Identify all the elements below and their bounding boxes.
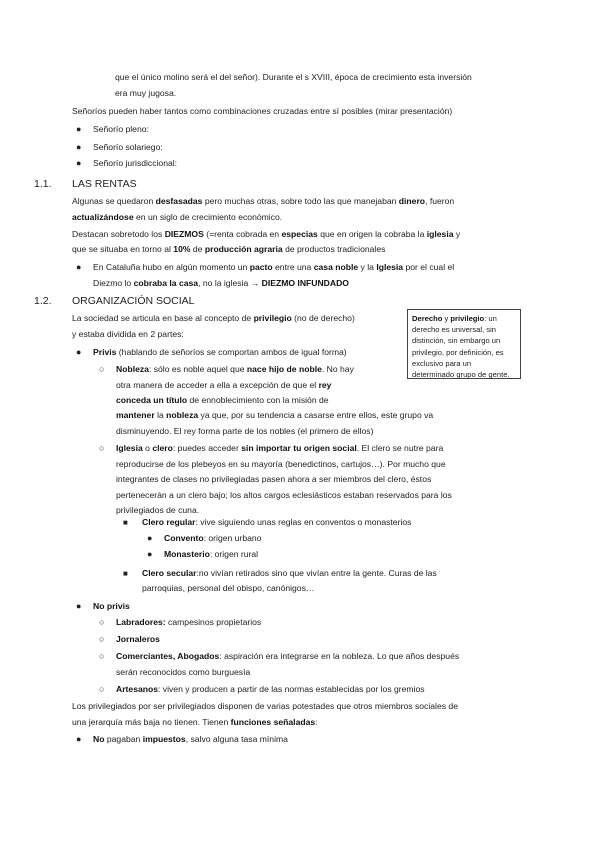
labradores: Labradores: campesinos propietarios bbox=[116, 617, 262, 627]
section-title: LAS RENTAS bbox=[72, 178, 137, 190]
artesanos: Artesanos: viven y producen a partir de las normas establecidas por los gremios bbox=[116, 684, 425, 694]
comerciantes-line2: serán reconocidos como burguesía bbox=[116, 667, 251, 677]
privis-item: Privis (hablando de señoríos se comportan ambos de igual forma) bbox=[93, 347, 347, 357]
bullet-circle-icon: ○ bbox=[99, 443, 105, 453]
list-item: Señorío jurisdiccional: bbox=[93, 158, 178, 168]
callout-line: determinado grupo de gente. bbox=[412, 370, 510, 380]
iglesia-line4: pertenecerán a un clero bajo; los altos cargos eclesiásticos estaban reservados para los bbox=[116, 490, 452, 500]
privilegiados-paragraph-line2: una jerarquía más baja no tienen. Tienen funciones señaladas: bbox=[72, 717, 318, 727]
rentas-paragraph-2-line2: que se situaba en torno al 10% de producción agraria de productos tradicionales bbox=[72, 244, 386, 254]
bullet-disc-icon: ● bbox=[76, 601, 82, 611]
bullet-disc-icon: ● bbox=[147, 533, 153, 543]
jornaleros: Jornaleros bbox=[116, 634, 160, 644]
section-number: 1.1. bbox=[34, 178, 52, 190]
bullet-square-icon: ■ bbox=[123, 518, 128, 527]
privilegiados-paragraph: Los privilegiados por ser privilegiados disponen de varias potestades que otros miembros sociales de bbox=[72, 701, 458, 711]
paragraph-continuation-end: era muy jugosa. bbox=[115, 88, 177, 98]
bullet-circle-icon: ○ bbox=[99, 634, 105, 644]
bullet-disc-icon: ● bbox=[76, 124, 82, 134]
bullet-circle-icon: ○ bbox=[99, 617, 105, 627]
list-item: Señorío solariego: bbox=[93, 142, 163, 152]
rentas-paragraph-1-line2: actualizándose en un siglo de crecimiento económico. bbox=[72, 212, 283, 222]
cataluna-bullet: En Cataluña hubo en algún momento un pacto entre una casa noble y la Iglesia por el cual el bbox=[93, 262, 455, 272]
senorios-intro: Señoríos pueden haber tantos como combinaciones cruzadas entre sí posibles (mirar presentación) bbox=[72, 106, 453, 116]
clero-secular: Clero secular:no vivían retirados sino que vivían entre la gente. Curas de las bbox=[142, 568, 437, 578]
bullet-disc-icon: ● bbox=[76, 262, 82, 272]
nobleza-line2: otra manera de acceder a ella a excepción de que el rey bbox=[116, 380, 332, 390]
org-intro: La sociedad se articula en base al concepto de privilegio (no de derecho) bbox=[72, 313, 355, 323]
no-privis-item: No privis bbox=[93, 601, 130, 611]
bullet-circle-icon: ○ bbox=[99, 651, 105, 661]
monasterio: Monasterio: origen rural bbox=[164, 549, 259, 559]
cataluna-bullet-line2: Diezmo lo cobraba la casa, no la iglesia → DIEZMO INFUNDADO bbox=[93, 278, 349, 288]
bullet-circle-icon: ○ bbox=[99, 684, 105, 694]
bullet-disc-icon: ● bbox=[76, 158, 82, 168]
paragraph-continuation: que el único molino será el del señor). Durante el s XVIII, época de crecimiento esta inversión bbox=[115, 72, 472, 82]
rentas-paragraph-1: Algunas se quedaron desfasadas pero muchas otras, sobre todo las que manejaban dinero, fueron bbox=[72, 196, 455, 206]
org-intro-line2: y estaba dividida en 2 partes: bbox=[72, 329, 184, 339]
nobleza-line5: disminuyendo. El rey forma parte de los nobles (el primero de ellos) bbox=[116, 426, 374, 436]
bullet-disc-icon: ● bbox=[147, 549, 153, 559]
callout-line: exclusivo para un bbox=[412, 358, 472, 368]
nobleza-line3: conceda un título de ennoblecimiento con la misión de bbox=[116, 395, 329, 405]
callout-line: derecho es universal, sin bbox=[412, 325, 496, 335]
callout-box bbox=[407, 309, 521, 379]
nobleza-line1: Nobleza: sólo es noble aquel que nace hijo de noble. No hay bbox=[116, 364, 354, 374]
callout-line: privilegio, por definición, es bbox=[412, 347, 504, 357]
clero-regular: Clero regular: vive siguiendo unas reglas en conventos o monasterios bbox=[142, 517, 412, 527]
callout-line: distinción, sin embargo un bbox=[412, 336, 501, 346]
bullet-disc-icon: ● bbox=[76, 142, 82, 152]
bullet-disc-icon: ● bbox=[76, 347, 82, 357]
section-number: 1.2. bbox=[34, 295, 52, 307]
iglesia-line1: Iglesia o clero: puedes acceder sin importar tu origen social. El clero se nutre para bbox=[116, 443, 444, 453]
iglesia-line2: reproducirse de los plebeyos en su mayoría (benedictinos, cartujos…). Por mucho que bbox=[116, 459, 446, 469]
bullet-circle-icon: ○ bbox=[99, 364, 105, 374]
list-item: Señorío pleno: bbox=[93, 124, 149, 134]
convento: Convento: origen urbano bbox=[164, 533, 262, 543]
iglesia-line5: privilegiados de cuna. bbox=[116, 505, 200, 515]
nobleza-line4: mantener la nobleza ya que, por su tendencia a casarse entre ellos, este grupo va bbox=[116, 410, 434, 420]
iglesia-line3: integrantes de clases no privilegiadas pasen ahora a ser miembros del clero, éstos bbox=[116, 474, 432, 484]
impuestos-item: No pagaban impuestos, salvo alguna tasa mínima bbox=[93, 734, 288, 744]
clero-secular-line2: parroquias, personal del obispo, canónigos… bbox=[142, 583, 315, 593]
comerciantes: Comerciantes, Abogados: aspiración era integrarse en la nobleza. Lo que años después bbox=[116, 651, 460, 661]
callout-line: Derecho y privilegio: un bbox=[412, 314, 497, 323]
bullet-disc-icon: ● bbox=[76, 734, 82, 744]
rentas-paragraph-2: Destacan sobretodo los DIEZMOS (=renta cobrada en especias que en origen la cobraba la iglesia y bbox=[72, 229, 461, 239]
section-title: ORGANIZACIÓN SOCIAL bbox=[72, 295, 195, 307]
bullet-square-icon: ■ bbox=[123, 569, 128, 578]
